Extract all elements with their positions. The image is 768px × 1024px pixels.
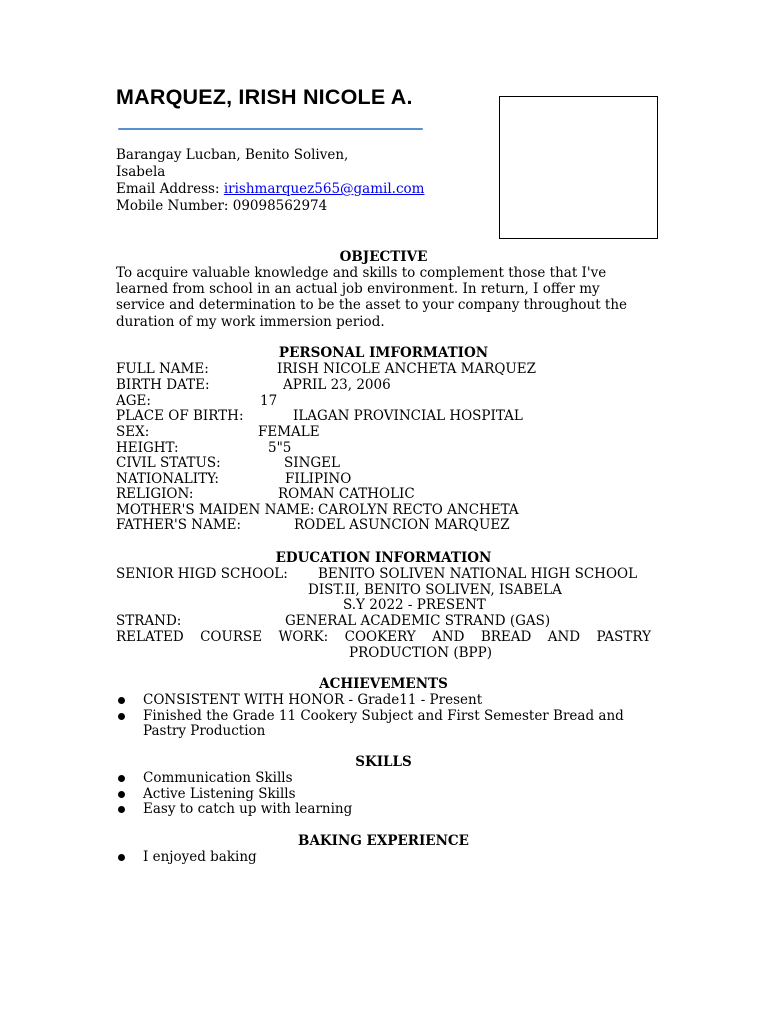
field-label: FULL NAME:: [116, 361, 209, 377]
field-label: MOTHER'S MAIDEN NAME:: [116, 502, 315, 518]
field-value: CAROLYN RECTO ANCHETA: [318, 502, 519, 518]
field-label: NATIONALITY:: [116, 471, 219, 487]
strand-value: GENERAL ACADEMIC STRAND (GAS): [285, 613, 551, 629]
field-value: ROMAN CATHOLIC: [278, 486, 415, 502]
address-line-1: Barangay Lucban, Benito Soliven,: [116, 147, 349, 163]
field-label: HEIGHT:: [116, 440, 179, 456]
bullet-icon: [118, 775, 125, 782]
course-word: PASTRY: [596, 629, 651, 645]
field-label: PLACE OF BIRTH:: [116, 408, 244, 424]
name-underline: [118, 128, 423, 130]
bullet-icon: [118, 791, 125, 798]
course-word: WORK:: [278, 629, 329, 645]
baking-heading: BAKING EXPERIENCE: [298, 833, 469, 849]
list-item: [116, 802, 656, 818]
objective-line: service and determination to be the asset to your company throughout the: [116, 297, 628, 314]
school-year: S.Y 2022 - PRESENT: [343, 597, 486, 613]
school-name: BENITO SOLIVEN NATIONAL HIGH SCHOOL: [318, 566, 638, 582]
skill-text: Active Listening Skills: [143, 785, 296, 802]
baking-list: [116, 850, 656, 866]
achievement-text: CONSISTENT WITH HONOR - Grade11 - Present: [143, 692, 483, 708]
strand-label: STRAND:: [116, 613, 182, 629]
course-word: COURSE: [200, 629, 263, 645]
field-value: ILAGAN PROVINCIAL HOSPITAL: [293, 408, 523, 424]
achievement-text: Finished the Grade 11 Cookery Subject and First Semester Bread and Pastry Production: [143, 707, 624, 740]
list-item: [116, 693, 656, 709]
achievements-list: [116, 693, 656, 740]
course-word: BREAD: [480, 629, 532, 645]
related-course-line-2: PRODUCTION (BPP): [349, 645, 492, 661]
email-label: Email Address:: [116, 181, 224, 197]
email-link[interactable]: irishmarquez565@gamil.com: [223, 181, 425, 197]
mobile-line: Mobile Number: 09098562974: [116, 198, 328, 214]
address-line-2: Isabela: [116, 164, 166, 180]
field-label: AGE:: [116, 393, 151, 409]
field-value: 5"5: [268, 440, 292, 456]
photo-placeholder: [499, 96, 658, 239]
personal-info-heading: PERSONAL IMFORMATION: [278, 345, 489, 361]
field-label: RELIGION:: [116, 486, 194, 502]
objective-text: [116, 266, 656, 331]
bullet-icon: [118, 806, 125, 813]
objective-heading: OBJECTIVE: [339, 249, 428, 265]
field-value: RODEL ASUNCION MARQUEZ: [294, 517, 510, 533]
field-label: BIRTH DATE:: [116, 377, 210, 393]
objective-line: learned from school in an actual job environment. In return, I offer my: [116, 281, 600, 298]
skill-text: Easy to catch up with learning: [143, 801, 353, 818]
related-course-line: [116, 630, 651, 646]
baking-text: I enjoyed baking: [143, 849, 257, 865]
skills-heading: SKILLS: [355, 754, 412, 770]
list-item: [116, 850, 656, 866]
skill-text: Communication Skills: [143, 770, 293, 786]
bullet-icon: [118, 854, 125, 861]
email-line: [116, 182, 424, 199]
field-value: APRIL 23, 2006: [283, 377, 391, 393]
course-word: COOKERY: [344, 629, 416, 645]
list-item: [116, 771, 656, 787]
course-word: RELATED: [116, 629, 184, 645]
skills-list: [116, 771, 656, 818]
field-value: FEMALE: [258, 424, 320, 440]
achievements-heading: ACHIEVEMENTS: [319, 676, 448, 692]
bullet-icon: [118, 697, 125, 704]
education-heading: EDUCATION INFORMATION: [275, 550, 492, 566]
bullet-icon: [118, 713, 125, 720]
field-label: SEX:: [116, 424, 150, 440]
school-address: DIST.II, BENITO SOLIVEN, ISABELA: [308, 582, 562, 598]
field-label: FATHER'S NAME:: [116, 517, 242, 533]
field-value: 17: [260, 393, 278, 409]
objective-line: duration of my work immersion period.: [116, 313, 385, 330]
field-value: FILIPINO: [285, 471, 352, 487]
field-label: CIVIL STATUS:: [116, 455, 221, 471]
field-value: SINGEL: [284, 455, 340, 471]
course-word: AND: [432, 629, 465, 645]
course-word: AND: [547, 629, 581, 645]
applicant-name: MARQUEZ, IRISH NICOLE A.: [116, 85, 413, 109]
list-item: [116, 709, 656, 740]
list-item: [116, 787, 656, 803]
school-label: SENIOR HIGD SCHOOL:: [116, 566, 288, 582]
objective-line: To acquire valuable knowledge and skills to complement those that I've: [116, 265, 607, 281]
field-value: IRISH NICOLE ANCHETA MARQUEZ: [277, 361, 537, 377]
contact-block: [116, 148, 424, 216]
